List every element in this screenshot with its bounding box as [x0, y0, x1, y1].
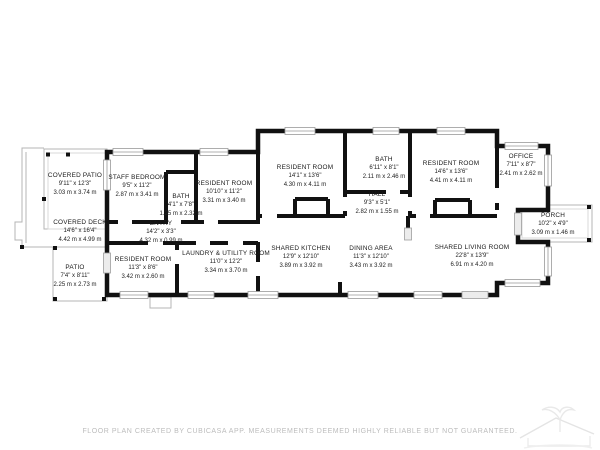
room-label-covered-patio: COVERED PATIO 9'11" x 12'3" 3.03 m x 3.74 m [47, 172, 103, 196]
room-label-resident-room-1: RESIDENT ROOM 10'10" x 11'2" 3.31 m x 3.40 m [195, 180, 253, 204]
room-label-shared-living-room: SHARED LIVING ROOM 22'8" x 13'9" 6.91 m x 4.20 m [434, 244, 510, 268]
back-door [462, 292, 488, 299]
room-label-staff-bedroom: STAFF BEDROOM 9'5" x 11'2" 2.87 m x 3.41 m [108, 174, 166, 198]
room-label-covered-deck: COVERED DECK 14'6" x 16'4" 4.42 m x 4.99 m [53, 219, 107, 243]
porch-door [515, 213, 522, 235]
room-label-resident-room-2: RESIDENT ROOM 11'3" x 8'6" 3.42 m x 2.60 m [114, 256, 172, 280]
patio-door [104, 253, 111, 273]
hall-door [405, 228, 412, 240]
room-label-dining-area: DINING AREA 11'3" x 12'10" 3.43 m x 3.92 m [349, 245, 393, 269]
room-label-porch: PORCH 10'2" x 4'9" 3.09 m x 1.46 m [531, 212, 575, 236]
room-label-hall: HALL 9'3" x 5'1" 2.82 m x 1.55 m [355, 191, 399, 215]
steps-outline [150, 297, 171, 308]
room-label-patio: PATIO 7'4" x 8'11" 2.25 m x 2.73 m [53, 264, 97, 288]
footer-disclaimer: FLOOR PLAN CREATED BY CUBICASA APP. MEASUREMENTS DEEMED HIGHLY RELIABLE BUT NOT GUARANTEED. [82, 428, 518, 435]
room-label-office: OFFICE 7'11" x 8'7" 2.41 m x 2.62 m [499, 153, 543, 177]
room-label-bath-small: BATH 4'1" x 7'8" 1.25 m x 2.32 m [159, 193, 203, 217]
room-label-resident-room-4: RESIDENT ROOM 14'6" x 13'6" 4.41 m x 4.11 m [422, 160, 480, 184]
room-label-resident-room-3: RESIDENT ROOM 14'1" x 13'6" 4.30 m x 4.11 m [276, 164, 334, 188]
room-label-shared-kitchen: SHARED KITCHEN 12'9" x 12'10" 3.89 m x 3.92 m [271, 245, 331, 269]
room-label-entry: ENTRY 14'2" x 3'3" 4.32 m x 0.99 m [139, 220, 183, 244]
room-label-laundry-utility: LAUNDRY & UTILITY ROOM 11'0" x 12'2" 3.34 m x 3.70 m [182, 250, 270, 274]
room-label-bath-main: BATH 6'11" x 8'1" 2.11 m x 2.46 m [362, 156, 406, 180]
